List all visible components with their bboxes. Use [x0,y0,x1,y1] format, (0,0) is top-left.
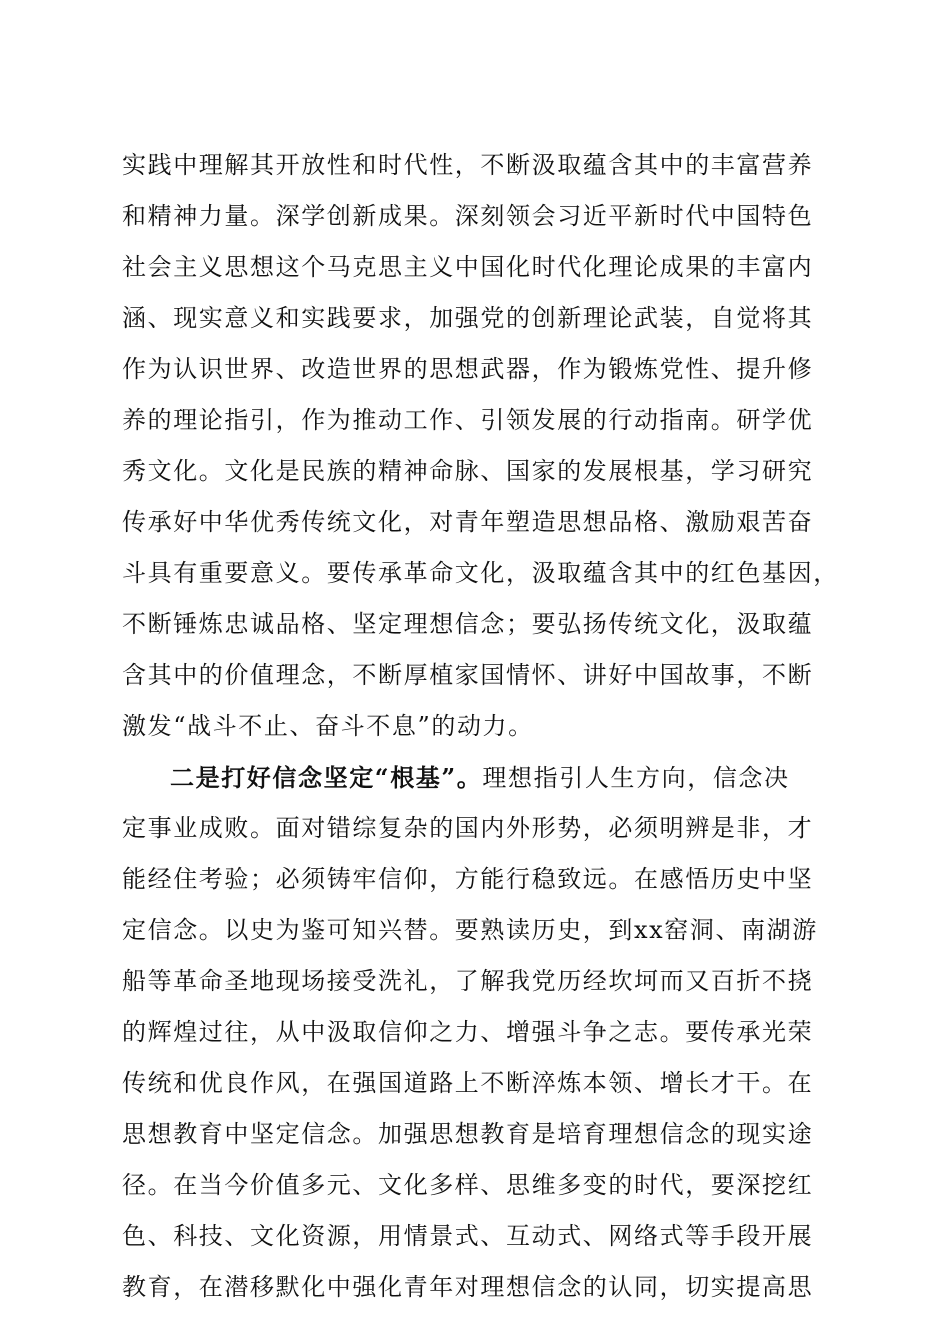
text-line: 秀文化。文化是民族的精神命脉、国家的发展根基，学习研究 [122,457,814,485]
text-line: 教育，在潜移默化中强化青年对理想信念的认同，切实提高思 [122,1273,814,1301]
text-run: 理想指引人生方向，信念决 [482,764,790,792]
text-line: 作为认识世界、改造世界的思想武器，作为锻炼党性、提升修 [122,355,814,383]
text-line: 能经住考验；必须铸牢信仰，方能行稳致远。在感悟历史中坚 [122,865,814,893]
text-line: 涵、现实意义和实践要求，加强党的创新理论武装，自觉将其 [122,304,814,332]
body-text [122,140,842,1313]
text-line: 激发“战斗不止、奋斗不息”的动力。 [122,712,534,740]
text-line: 社会主义思想这个马克思主义中国化时代化理论成果的丰富内 [122,253,814,281]
text-line: 实践中理解其开放性和时代性，不断汲取蕴含其中的丰富营养 [122,151,814,179]
section-heading: 二是打好信念坚定“根基”。 [170,763,483,792]
text-line: 传统和优良作风，在强国道路上不断淬炼本领、增长才干。在 [122,1069,814,1097]
text-line: 养的理论指引，作为推动工作、引领发展的行动指南。研学优 [122,406,814,434]
text-line: 传承好中华优秀传统文化，对青年塑造思想品格、激励艰苦奋 [122,508,814,536]
text-line: 船等革命圣地现场接受洗礼，了解我党历经坎坷而又百折不挠 [122,967,814,995]
text-line: 的辉煌过往，从中汲取信仰之力、增强斗争之志。要传承光荣 [122,1018,814,1046]
text-line: 径。在当今价值多元、文化多样、思维多变的时代，要深挖红 [122,1171,814,1199]
text-line: 斗具有重要意义。要传承革命文化，汲取蕴含其中的红色基因， [122,559,839,587]
text-line: 思想教育中坚定信念。加强思想教育是培育理想信念的现实途 [122,1120,814,1148]
text-line: 定信念。以史为鉴可知兴替。要熟读历史，到xx窑洞、南湖游 [122,916,818,944]
text-line: 色、科技、文化资源，用情景式、互动式、网络式等手段开展 [122,1222,814,1250]
text-line: 含其中的价值理念，不断厚植家国情怀、讲好中国故事，不断 [122,661,814,689]
text-line: 和精神力量。深学创新成果。深刻领会习近平新时代中国特色 [122,202,814,230]
text-line: 不断锤炼忠诚品格、坚定理想信念；要弘扬传统文化，汲取蕴 [122,610,814,638]
text-line: 定事业成败。面对错综复杂的国内外形势，必须明辨是非，才 [122,814,814,842]
paragraph-2-first-line [122,752,842,803]
